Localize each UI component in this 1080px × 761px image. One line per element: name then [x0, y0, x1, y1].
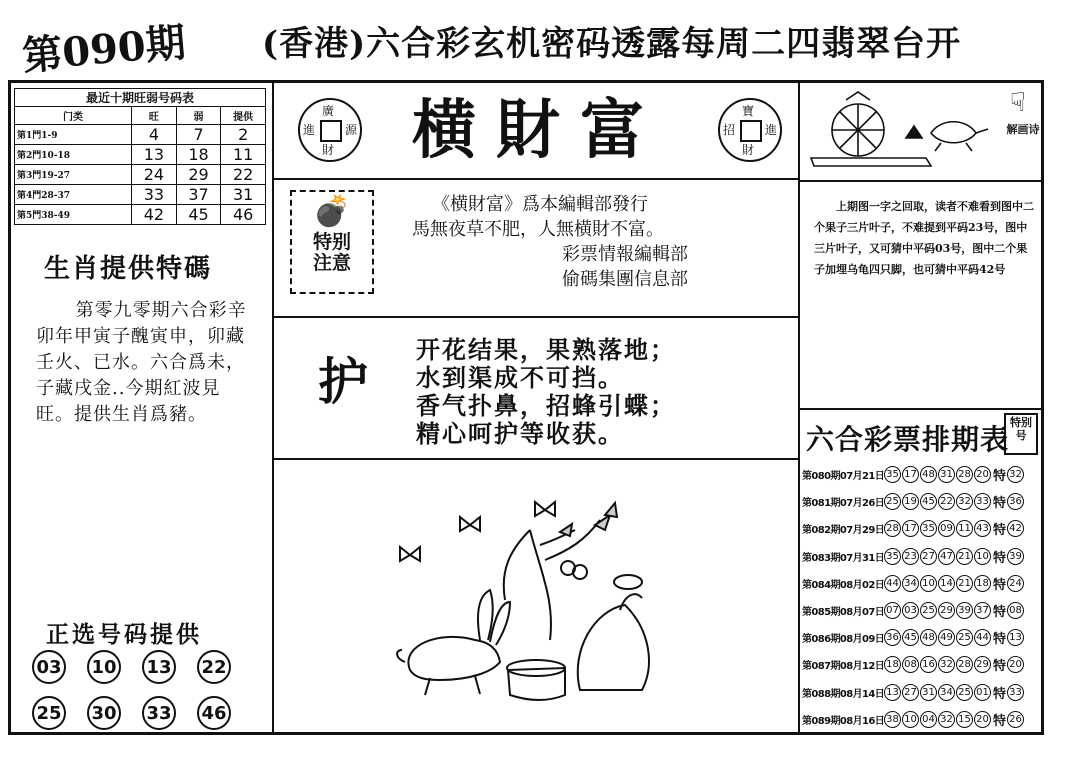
special-number-label: 特别号: [1004, 413, 1038, 455]
special-marker: 特: [993, 523, 1007, 539]
schedule-date: 第085期08月07日: [802, 607, 885, 619]
pick-number: 22: [197, 650, 231, 684]
poem-line: 精心呵护等收获。: [416, 420, 624, 448]
period-cell: 第3門19-27: [15, 165, 132, 185]
pick-number: 10: [87, 650, 121, 684]
draw-number: 20: [974, 711, 991, 728]
special-number: 24: [1007, 575, 1024, 592]
draw-number: 36: [884, 629, 901, 646]
draw-number: 09: [938, 520, 955, 537]
cold-cell: 45: [176, 205, 221, 225]
draw-number: 08: [902, 656, 919, 673]
period-cell: 第5門38-49: [15, 205, 132, 225]
schedule-row: [802, 543, 1042, 570]
table-row: [15, 125, 266, 145]
draw-number: 16: [920, 656, 937, 673]
notice-label-2: 注意: [312, 252, 351, 274]
divider-right-1: [800, 180, 1042, 182]
draw-number: 47: [938, 548, 955, 565]
hint-illustration: [806, 88, 1001, 172]
pointing-hand-icon: ☟: [1010, 88, 1026, 118]
offer-cell: 22: [221, 165, 266, 185]
poem-line: 开花结果，果熟落地；: [416, 336, 676, 364]
draw-number: 21: [956, 575, 973, 592]
period-cell: 第2門10-18: [15, 145, 132, 165]
draw-number: 18: [974, 575, 991, 592]
draw-number: 03: [902, 602, 919, 619]
schedule-date: 第088期08月14日: [802, 688, 885, 700]
special-number: 39: [1007, 548, 1024, 565]
draw-number: 14: [938, 575, 955, 592]
draw-number: 10: [920, 575, 937, 592]
schedule-row: [802, 488, 1042, 515]
special-marker: 特: [993, 550, 1007, 566]
draw-number: 34: [938, 684, 955, 701]
column-header: 旺: [132, 107, 177, 125]
draw-number: 10: [902, 711, 919, 728]
schedule-date: 第087期08月12日: [802, 661, 885, 673]
column-header: 门类: [15, 107, 132, 125]
draw-number: 29: [974, 656, 991, 673]
schedule-row: [802, 651, 1042, 678]
special-number: 33: [1007, 684, 1024, 701]
issue-number: 第090期: [20, 18, 188, 81]
draw-number: 25: [920, 602, 937, 619]
table-row: [15, 165, 266, 185]
cold-cell: 18: [176, 145, 221, 165]
cold-cell: 37: [176, 185, 221, 205]
draw-number: 25: [884, 493, 901, 510]
schedule-row: [802, 624, 1042, 651]
draw-number: 35: [884, 548, 901, 565]
draw-number: 04: [920, 711, 937, 728]
hot-cell: 24: [132, 165, 177, 185]
table-row: [15, 145, 266, 165]
notice-line: 偷碼集團信息部: [562, 269, 688, 290]
schedule-row: [802, 706, 1042, 733]
draw-number: 28: [956, 656, 973, 673]
schedule-row: [802, 461, 1042, 488]
draw-number: 10: [974, 548, 991, 565]
pick-number: 13: [142, 650, 176, 684]
draw-number: 48: [920, 466, 937, 483]
cold-cell: 29: [176, 165, 221, 185]
offer-cell: 11: [221, 145, 266, 165]
special-number: 42: [1007, 520, 1024, 537]
draw-number: 33: [974, 493, 991, 510]
draw-number: 32: [938, 711, 955, 728]
column-header: 弱: [176, 107, 221, 125]
draw-number: 31: [920, 684, 937, 701]
schedule-date: 第086期08月09日: [802, 634, 885, 646]
schedule-date: 第081期07月26日: [802, 498, 885, 510]
draw-number: 27: [902, 684, 919, 701]
pick-number: 30: [87, 696, 121, 730]
notice-line: 《横財富》爲本編輯部發行: [432, 194, 648, 215]
divider-notice: [274, 316, 798, 318]
draw-number: 43: [974, 520, 991, 537]
draw-number: 45: [920, 493, 937, 510]
schedule-date: 第082期07月29日: [802, 525, 885, 537]
draw-number: 32: [956, 493, 973, 510]
hot-cell: 33: [132, 185, 177, 205]
draw-number: 35: [920, 520, 937, 537]
schedule-date: 第084期08月02日: [802, 579, 885, 591]
draw-number: 38: [884, 711, 901, 728]
draw-number: 17: [902, 466, 919, 483]
coin-icon: 廣 進 源 財: [298, 98, 362, 162]
special-marker: 特: [993, 686, 1007, 702]
special-number: 08: [1007, 602, 1024, 619]
schedule-date: 第089期08月16日: [802, 715, 885, 727]
table-row: [15, 205, 266, 225]
special-number: 20: [1007, 656, 1024, 673]
special-number: 36: [1007, 493, 1024, 510]
notice-line: 彩票情報編輯部: [562, 244, 688, 265]
special-marker: 特: [993, 469, 1007, 485]
page-title: (香港)六合彩玄机密码透露每周二四翡翠台开: [262, 24, 962, 64]
picks-title: 正选号码提供: [46, 621, 202, 648]
special-marker: 特: [993, 713, 1007, 729]
schedule-row: [802, 597, 1042, 624]
draw-number: 20: [974, 466, 991, 483]
period-cell: 第4門28-37: [15, 185, 132, 205]
divider-mast: [274, 178, 798, 180]
table-row: [15, 185, 266, 205]
draw-number: 32: [938, 656, 955, 673]
draw-number: 22: [938, 493, 955, 510]
special-marker: 特: [993, 659, 1007, 675]
special-number: 26: [1007, 711, 1024, 728]
history-caption: 最近十期旺弱号码表: [15, 89, 266, 107]
hot-cell: 4: [132, 125, 177, 145]
offer-cell: 31: [221, 185, 266, 205]
special-number: 32: [1007, 466, 1024, 483]
coin-icon: 寶 招 進 財: [718, 98, 782, 162]
divider-poem: [274, 458, 798, 460]
draw-number: 23: [902, 548, 919, 565]
draw-number: 49: [938, 629, 955, 646]
cold-cell: 7: [176, 125, 221, 145]
masthead: [278, 88, 798, 174]
poem: [416, 336, 676, 448]
special-marker: 特: [993, 577, 1007, 593]
zodiac-title: 生肖提供特碼: [44, 254, 213, 284]
divider-right-2: [800, 408, 1042, 410]
draw-number: 28: [884, 520, 901, 537]
schedule-table: [802, 461, 1042, 733]
offer-cell: 2: [221, 125, 266, 145]
rabbit-tree-illustration: [380, 490, 680, 710]
picks-grid: [32, 650, 252, 730]
draw-number: 13: [884, 684, 901, 701]
draw-number: 45: [902, 629, 919, 646]
special-marker: 特: [993, 632, 1007, 648]
schedule-date: 第080期07月21日: [802, 471, 885, 483]
offer-cell: 46: [221, 205, 266, 225]
history-table: [14, 88, 266, 225]
draw-number: 29: [938, 602, 955, 619]
draw-number: 39: [956, 602, 973, 619]
poem-line: 香气扑鼻，招蜂引蝶；: [416, 392, 676, 420]
period-cell: 第1門1-9: [15, 125, 132, 145]
draw-number: 25: [956, 684, 973, 701]
draw-number: 44: [974, 629, 991, 646]
hot-cell: 13: [132, 145, 177, 165]
pick-number: 33: [142, 696, 176, 730]
draw-number: 18: [884, 656, 901, 673]
pick-number: 03: [32, 650, 66, 684]
draw-number: 25: [956, 629, 973, 646]
draw-number: 07: [884, 602, 901, 619]
notice-label-1: 特别: [312, 231, 351, 253]
bomb-icon: 💣: [313, 194, 351, 229]
pick-number: 46: [197, 696, 231, 730]
special-marker: 特: [993, 496, 1007, 512]
draw-number: 44: [884, 575, 901, 592]
column-header: 提供: [221, 107, 266, 125]
draw-number: 31: [938, 466, 955, 483]
draw-number: 48: [920, 629, 937, 646]
draw-number: 21: [956, 548, 973, 565]
schedule-date: 第083期07月31日: [802, 552, 885, 564]
notice-badge: [290, 190, 374, 294]
draw-number: 15: [956, 711, 973, 728]
schedule-row: [802, 515, 1042, 542]
hint-label: 解画诗: [1006, 123, 1040, 136]
schedule-title: 六合彩票排期表: [806, 423, 1010, 456]
hot-cell: 42: [132, 205, 177, 225]
draw-number: 27: [920, 548, 937, 565]
riddle-text: 上期图一字之回取，读者不难看到图中二个果子三片叶子，不难提到平码23号，图中三片叶子，又可猜中平码03号，图中二个果子加埋乌龟四只脚，也可猜中平码42号: [814, 200, 1034, 276]
notice-line: 馬無夜草不肥，人無横財不富。: [412, 219, 664, 240]
draw-number: 17: [902, 520, 919, 537]
pick-number: 25: [32, 696, 66, 730]
special-marker: 特: [993, 605, 1007, 621]
notice-text: [412, 192, 782, 292]
special-number: 13: [1007, 629, 1024, 646]
draw-number: 11: [956, 520, 973, 537]
draw-number: 34: [902, 575, 919, 592]
masthead-name: 横財富: [412, 93, 664, 168]
draw-number: 19: [902, 493, 919, 510]
poem-line: 水到渠成不可挡。: [416, 364, 624, 392]
zodiac-text: 第零九零期六合彩辛卯年甲寅子醜寅申，卯藏壬火、已水。六合爲未，子藏戌金..今期紅波見旺。提供生肖爲豬。: [36, 300, 247, 425]
schedule-row: [802, 570, 1042, 597]
draw-number: 35: [884, 466, 901, 483]
poem-key-char: 护: [318, 353, 368, 411]
draw-number: 28: [956, 466, 973, 483]
draw-number: 01: [974, 684, 991, 701]
draw-number: 37: [974, 602, 991, 619]
schedule-row: [802, 679, 1042, 706]
